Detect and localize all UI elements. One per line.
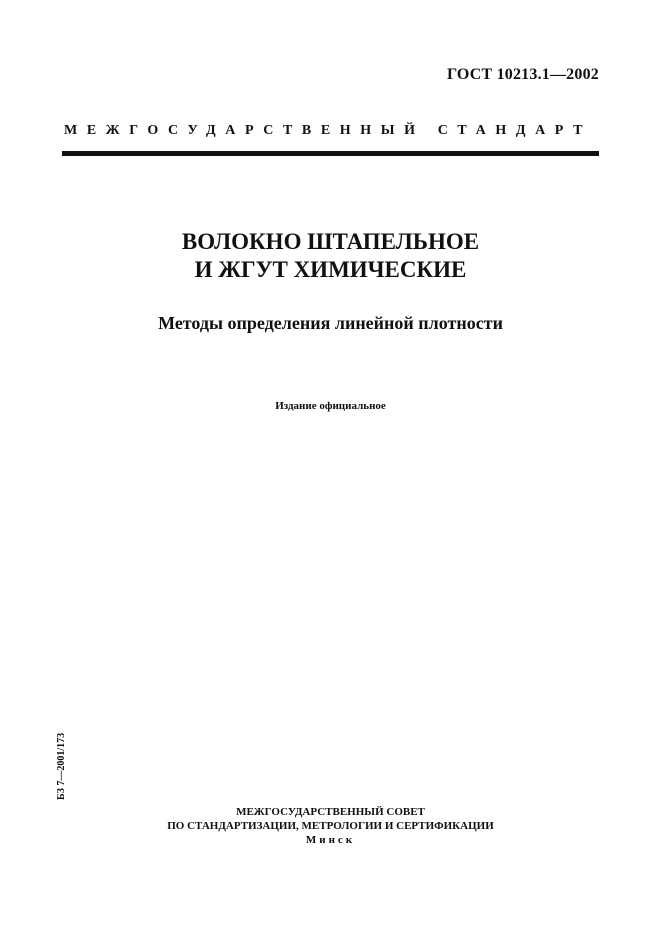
edition-label: Издание официальное — [275, 400, 386, 412]
publisher-city: Минск — [305, 834, 356, 846]
publisher-line-1: МЕЖГОСУДАРСТВЕННЫЙ СОВЕТ — [236, 806, 425, 818]
side-code: БЗ 7—2001/173 — [56, 732, 67, 800]
header-divider — [62, 151, 599, 156]
title-line-2: И ЖГУТ ХИМИЧЕСКИЕ — [194, 257, 467, 282]
publisher-line-2: ПО СТАНДАРТИЗАЦИИ, МЕТРОЛОГИИ И СЕРТИФИКАЦИИ — [167, 820, 494, 832]
publisher-block — [0, 805, 661, 847]
document-title — [0, 228, 661, 284]
gost-number: ГОСТ 10213.1—2002 — [446, 66, 599, 83]
title-line-1: ВОЛОКНО ШТАПЕЛЬНОЕ — [181, 229, 480, 254]
standard-type-heading: МЕЖГОСУДАРСТВЕННЫЙ СТАНДАРТ — [64, 123, 593, 138]
document-subtitle: Методы определения линейной плотности — [158, 313, 503, 333]
